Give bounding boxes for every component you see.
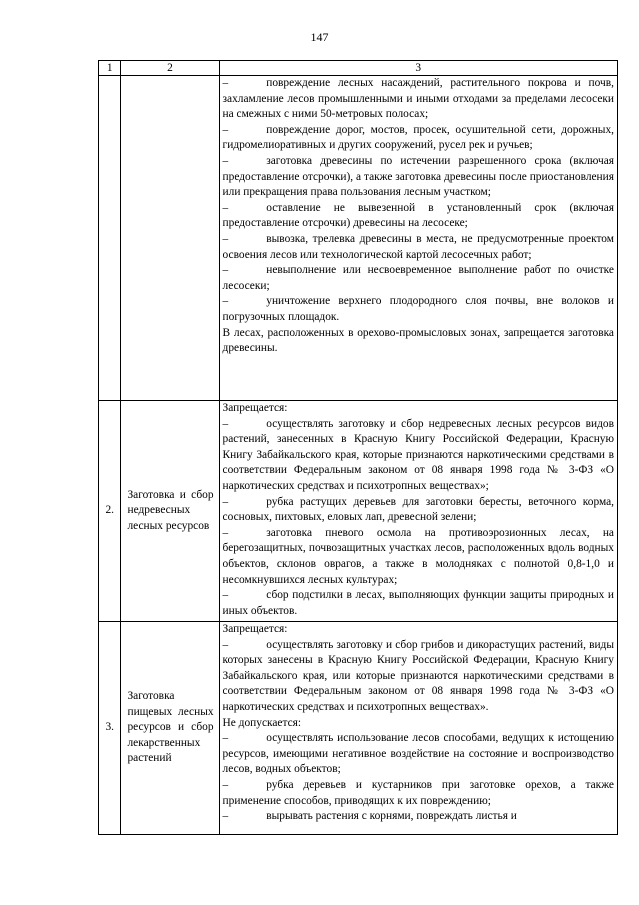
header-col-3: 3 bbox=[219, 61, 617, 76]
list-item: – вырывать растения с корнями, повреждать листья и bbox=[222, 810, 517, 823]
list-item: – рубка растущих деревьев для заготовки бересты, веточного корма, сосновых, пихтовых, еловых лап, древесной зелени; bbox=[222, 495, 614, 524]
table-row bbox=[99, 401, 618, 622]
activity-name-cell: Заготовка и сбор недревесных лесных ресурсов bbox=[121, 401, 219, 622]
row-number-cell: 3. bbox=[99, 622, 121, 835]
restrictions-cell bbox=[219, 76, 617, 401]
list-item: – осуществлять заготовку и сбор недревесных лесных ресурсов видов растений, занесенных в Красную Книгу Российской Федерации, Красную Книгу Забайкальского края, которые признаются наркотическими средствами в соответствии Федеральным законом от 08 января 1998 года № 3-ФЗ «О наркотических средствах и психотропных веществах»; bbox=[222, 417, 614, 492]
restrictions-cell bbox=[219, 622, 617, 835]
table-row bbox=[99, 76, 618, 401]
list-item: – осуществлять использование лесов способами, ведущих к истощению ресурсов, имеющими негативное воздействие на состояние и воспроизводство лесов, водных объектов; bbox=[222, 732, 614, 776]
list-item: – невыполнение или несвоевременное выполнение работ по очистке лесосеки; bbox=[222, 264, 614, 292]
list-item: – заготовка древесины по истечении разрешенного срока (включая предоставление отсрочки), а также заготовка древесины после приостановления или прекращения права пользования лесным участком; bbox=[222, 154, 614, 199]
table-row bbox=[99, 622, 618, 835]
header-col-2: 2 bbox=[121, 61, 219, 76]
list-item: – рубка деревьев и кустарников при заготовке орехов, а также применение способов, приводящих к их повреждению; bbox=[222, 778, 614, 807]
header-col-1: 1 bbox=[99, 61, 121, 76]
list-item: – оставление не вывезенной в установленный срок (включая предоставление отсрочки) древесины на лесосеке; bbox=[222, 201, 614, 230]
table-header-row bbox=[99, 61, 618, 76]
closing-paragraph: В лесах, расположенных в орехово-промысловых зонах, запрещается заготовка древесины. bbox=[222, 326, 614, 355]
list-item: – повреждение лесных насаждений, растительного покрова и почв, захламление лесов промышленными и иными отходами за пределами лесосеки на смежных с ними 50-метровых полосах; bbox=[222, 77, 614, 121]
page-number: 147 bbox=[310, 30, 329, 44]
row-number-cell bbox=[99, 76, 121, 401]
intro-text: Запрещается: bbox=[222, 402, 288, 414]
list-item: – вывозка, трелевка древесины в места, не предусмотренные проектом освоения лесов или технологической картой лесосечных работ; bbox=[222, 232, 614, 261]
activity-name-cell: Заготовка пищевых лесных ресурсов и сбор лекарственных растений bbox=[121, 622, 219, 835]
list-item: – повреждение дорог, мостов, просек, осушительной сети, дорожных, гидромелиоративных и других сооружений, русел рек и ручьев; bbox=[222, 123, 614, 152]
list-item: – осуществлять заготовку и сбор грибов и дикорастущих растений, виды которых занесены в Красную Книгу Российской Федерации, Красную Книгу Забайкальского края, или которые признаются наркотическими средствами в соответствии Федеральным законом от 08 января 1998 года № 3-ФЗ «О наркотических средствах и психотропных веществах». bbox=[222, 638, 614, 713]
restrictions-cell bbox=[219, 401, 617, 622]
intro-text: Не допускается: bbox=[222, 716, 302, 729]
list-item: – уничтожение верхнего плодородного слоя почвы, вне волоков и погрузочных площадок. bbox=[222, 295, 614, 323]
row-number-cell: 2. bbox=[99, 401, 121, 622]
activity-name-cell bbox=[121, 76, 219, 401]
list-item: – заготовка пневого осмола на противоэрозионных лесах, на берегозащитных, почвозащитных участках лесов, расположенных вдоль водных объектов, склонов оврагов, а также в молодняках с полнотой 0,8-1,0 и несомкнувшихся лесных культурах; bbox=[222, 526, 614, 586]
list-item: – сбор подстилки в лесах, выполняющих функции защиты природных и иных объектов. bbox=[222, 589, 614, 617]
restrictions-table bbox=[98, 60, 618, 835]
intro-text: Запрещается: bbox=[222, 623, 288, 635]
